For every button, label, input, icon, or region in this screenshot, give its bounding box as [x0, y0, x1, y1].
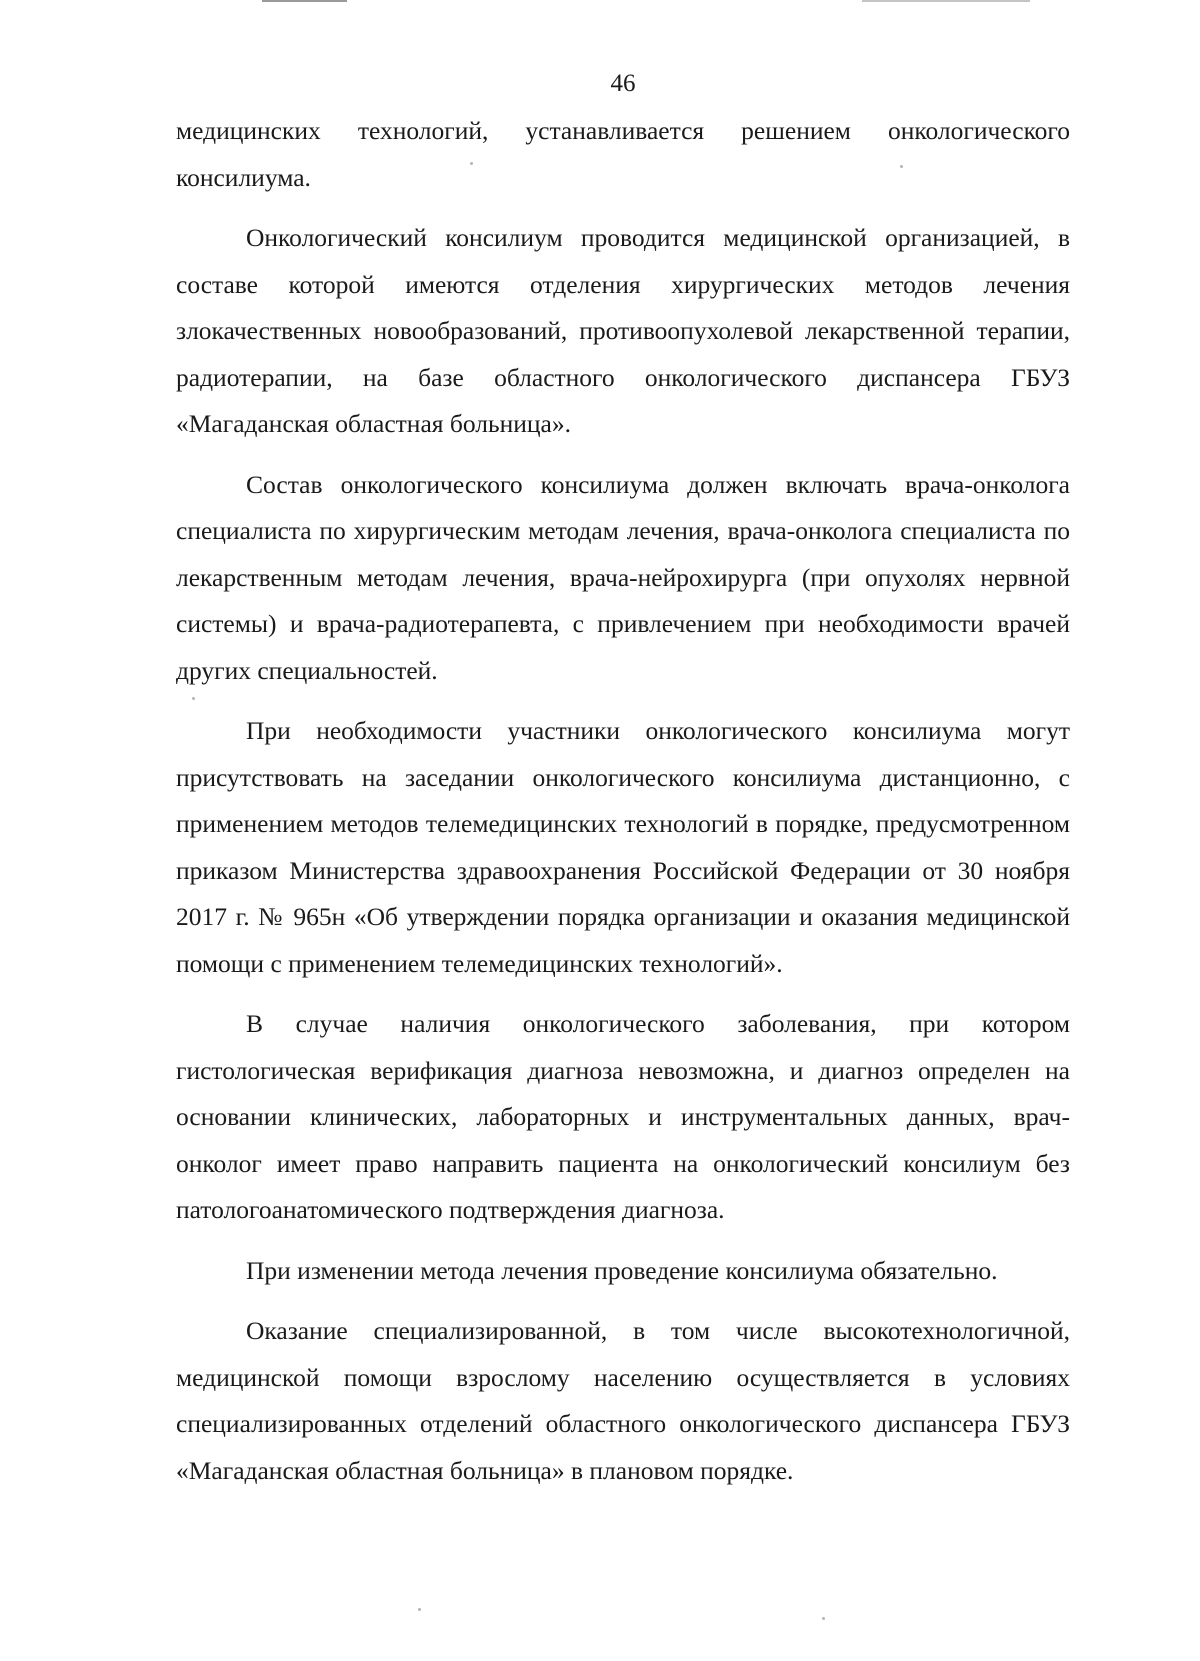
- page-number: 46: [610, 70, 636, 97]
- paragraph-no-verification: В случае наличия онкологического заболевания, при котором гистологическая верификация диагноза невозможна, и диагноз определен на основании клинических, лабораторных и инструментальных данных, врач-онколог имеет право направить пациента на онкологический консилиум без патологоанатомического подтверждения диагноза.: [176, 1009, 1070, 1224]
- scan-edge-mark-right: [862, 0, 1030, 2]
- scan-speck: [900, 165, 903, 168]
- scan-speck: [192, 697, 195, 700]
- paragraph-remote-participation: При необходимости участники онкологического консилиума могут присутствовать на заседании онкологического консилиума дистанционно, с применением методов телемедицинских технологий в порядке, предусмотренном приказом Министерства здравоохранения Российской Федерации от 30 ноября 2017 г. № 965н «Об утверждении порядка организации и оказания медицинской помощи с применением телемедицинских технологий».: [176, 716, 1070, 978]
- scan-speck: [470, 162, 473, 165]
- document-page: [176, 64, 1070, 1508]
- scan-edge-mark-left: [262, 0, 347, 2]
- paragraph-council-organization: Онкологический консилиум проводится медицинской организацией, в составе которой имеются отделения хирургических методов лечения злокачественных новообразований, противоопухолевой лекарственной терапии, радиотерапии, на базе областного онкологического диспансера ГБУЗ «Магаданская областная больница».: [176, 223, 1070, 438]
- scan-speck: [822, 1617, 825, 1620]
- paragraph-method-change: При изменении метода лечения проведение консилиума обязательно.: [246, 1255, 998, 1285]
- paragraph-specialized-care: Оказание специализированной, в том числе высокотехнологичной, медицинской помощи взрослому населению осуществляется в условиях специализированных отделений областного онкологического диспансера ГБУЗ «Магаданская областная больница» в плановом порядке.: [176, 1316, 1070, 1485]
- paragraph-continuation: медицинских технологий, устанавливается решением онкологического консилиума.: [176, 116, 1070, 192]
- paragraph-council-composition: Состав онкологического консилиума должен включать врача-онколога специалиста по хирургическим методам лечения, врача-онколога специалиста по лекарственным методам лечения, врача-нейрохирурга (при опухолях нервной системы) и врача-радиотерапевта, с привлечением при необходимости врачей других специальностей.: [176, 469, 1070, 685]
- scan-speck: [418, 1608, 421, 1611]
